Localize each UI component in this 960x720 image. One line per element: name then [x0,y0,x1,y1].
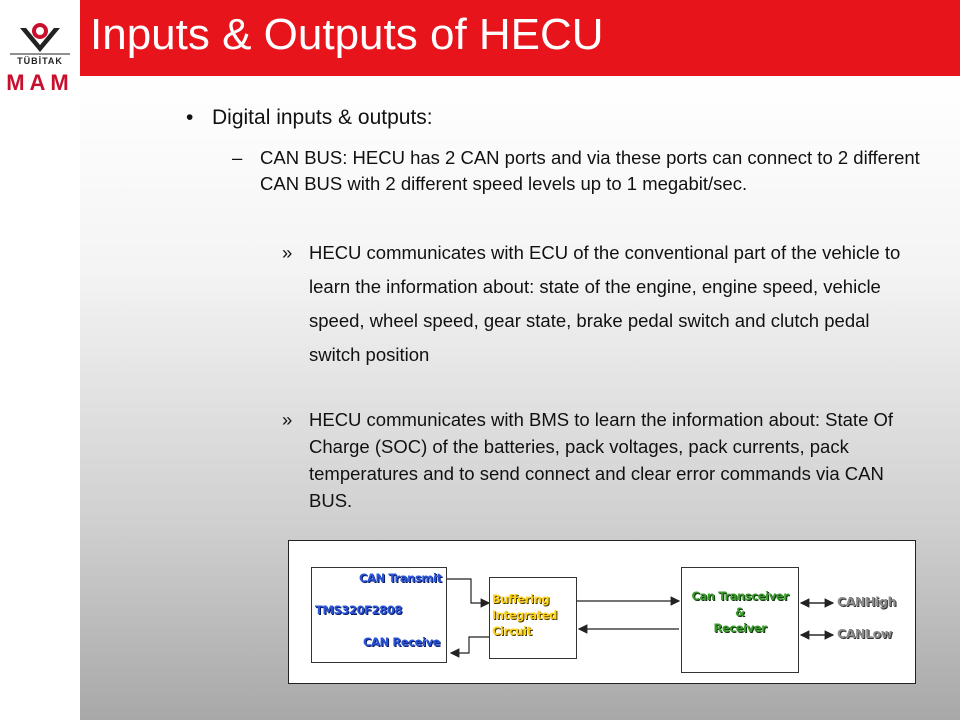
tubitak-mam-logo [6,18,74,108]
sub-bullet-can-bus [232,145,944,197]
transceiver-label-1: Can Transceiver [691,589,789,603]
slide-title: Inputs & Outputs of HECU [90,10,604,59]
title-bar [80,0,960,76]
sub-sub-marker: » [282,242,293,263]
sub-sub-bullet-text: HECU communicates with ECU of the conventional part of the vehicle to learn the information about: state of the engine, engine speed, vehicle speed, wheel speed, gear state, brake pedal switch and clutch pedal switch position [309,242,901,365]
logo-tubitak-text: TÜBİTAK [17,56,63,66]
sub-sub-bullet-text: HECU communicates with BMS to learn the information about: State Of Charge (SOC) of the batteries, pack voltages, pack currents, pack temperatures and to send connect and clear error commands via CAN BUS. [309,409,894,511]
transceiver-label-3: Receiver [713,621,767,635]
transceiver-label-2: & [735,605,745,619]
bullet-marker: • [186,106,194,129]
canlow-label: CANLow [837,626,893,641]
sub-bullet-text: CAN BUS: HECU has 2 CAN ports and via these ports can connect to 2 different CAN BUS with 2 different speed levels up to 1 megabit/sec. [260,147,920,194]
sub-sub-marker: » [282,409,293,430]
tubitak-emblem-icon [6,18,74,58]
buffer-label-2: Integrated [492,608,557,622]
canhigh-label: CANHigh [837,594,897,609]
can-receive-label: CAN Receive [363,635,441,649]
dash-marker: – [232,147,243,168]
buffer-label-1: Buffering [492,592,550,606]
receive-arrow [451,637,489,653]
transceiver-box [681,567,799,673]
transmit-arrow [447,579,489,603]
logo-mam-text: MAM [6,70,74,95]
can-transmit-label: CAN Transmit [359,571,442,585]
buffer-label-3: Circuit [492,624,532,638]
can-block-diagram [288,540,916,684]
left-strip [0,0,80,720]
processor-label: TMS320F2808 [315,603,403,617]
bullet-text: Digital inputs & outputs: [212,106,433,129]
sub-sub-bullet-bms [282,406,922,514]
sub-sub-bullet-ecu [282,236,922,372]
